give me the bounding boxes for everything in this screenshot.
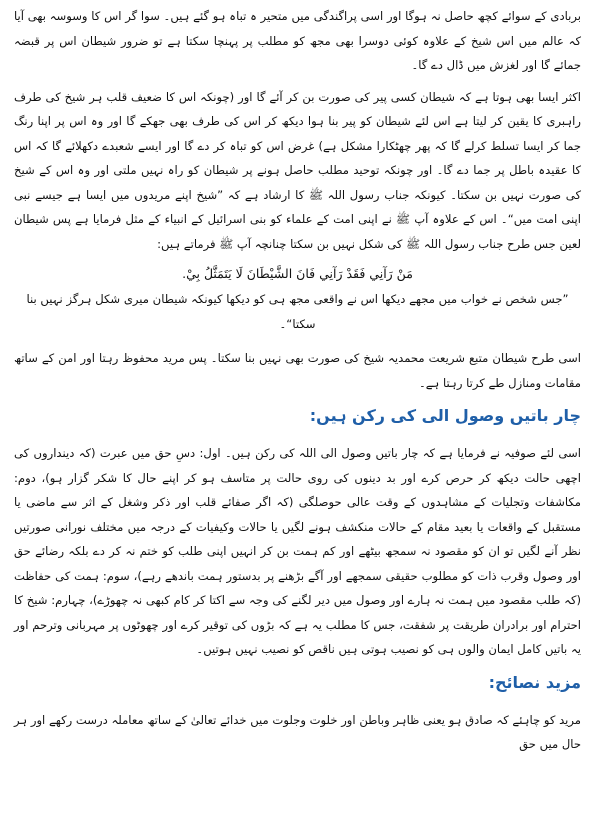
paragraph-more-advice: مرید کو چاہئے کہ صادق ہو یعنی ظاہر وباطن اور خلوت وجلوت میں خدائے تعالیٰ کے ساتھ معاملہ درست رکھے اور ہر حال میں حق: [13, 712, 581, 751]
paragraph-protected-murid: اسی طرح شیطان متبع شریعت محمدیہ شیخ کی صورت بھی نہیں بنا سکتا۔ پس مرید محفوظ رہتا اور امن کے ساتھ مقامات ومنازل طے کرتا رہتا ہے۔: [14, 351, 581, 390]
paragraph-satan-disguise: اکثر ایسا بھی ہوتا ہے کہ شیطان کسی پیر کی صورت بن کر آئے گا اور (چونکہ اس کا ضعیف قلب ہر شیخ کی طرف راہبری کا یقین کر لیتا ہے اس لئے شیطان کو پیر بنا ہوا دیکھ کر اس کی طرف بھی جھکے گا اور وہ اس پر اپنا رنگ جما کر ایسا تسلط کرلے گا کہ پھر چھٹکارا مشکل ہے) غرض اس کو تباہ کر دے گا اور ایسے شعبدے دکھلائے گا کہ اس کا عقیدہ باطل پر جما دے گا۔ اور چونکہ توحید مطلب حاصل ہونے پر شیطان کو راہ نہیں ملتی اور وہ اس کے شیخ کی صورت نہیں بن سکتا۔ کیونکہ جناب رسول اللہ ﷺ کا ارشاد ہے کہ ”شیخ اپنے مریدوں میں ایسا ہے جیسے نبی اپنی امت میں“۔ اس کے علاوہ آپ ﷺ نے اپنی امت کے علماء کو بنی اسرائیل کے انبیاء کے مثل فرمایا ہے پس شیطان لعین جس طرح جناب رسول اللہ ﷺ کی شکل نہیں بن سکتا چنانچہ آپ ﷺ فرماتے ہیں:: [14, 89, 581, 251]
heading-more-advice: مزید نصائح:: [488, 672, 581, 692]
paragraph-four-pillars: اسی لئے صوفیہ نے فرمایا ہے کہ چار باتیں وصول الی اللہ کی رکن ہیں۔ اول: دسِ حق میں عبرت (کہ دینداروں کی اچھی حالت دیکھ کر حرص کرے اور بد دینوں کی روی حالت پر متاسف ہو کر اپنے حال کا شکر گزار ہو)، دوم: مکاشفات وتجلیات کے مشاہدوں کے وقت عالی حوصلگی (کہ اگر صفائے قلب اور ذکر وشغل کے اثر سے ماضی یا مستقبل کے واقعات یا بعید مقام کے حالات منکشف ہونے لگیں یا حالات وکیفیات کے درجہ میں مختلف نورانی صورتیں نظر آنے لگیں تو ان کو مقصود نہ سمجھ بیٹھے اور کم ہمت بن کر انہیں اپنی طلب کو ختم نہ کر دے بلکہ رضائے حق اور وصول وقرب ذات کو مطلوب حقیقی سمجھے اور آگے بڑھنے پر بدستور ہمت باندھے رہے)، سوم: ہمت کی حفاظت (کہ طلب مقصود میں ہمت نہ ہارے اور وصول میں دیر لگنے کی وجہ سے اکتا کر کام کبھی نہ چھوڑے)، چہارم: شیخ کا احترام اور برادران طریقت پر شفقت، جس کا مطلب یہ ہے کہ بڑوں کی توقیر کرے اور چھوٹوں پر مہربانی وترحم اور یہ باتیں کامل ایمان والوں ہی کو نصیب ہوتی ہیں ناقص کو نصیب نہیں ہوتیں۔: [14, 446, 581, 656]
heading-four-pillars: چار باتیں وصول الی کی رکن ہیں:: [309, 406, 581, 425]
hadith-translation: ”جس شخص نے خواب میں مجھے دیکھا اس نے واقعی مجھ ہی کو دیکھا کیونکہ شیطان میری شکل ہرگز نہیں بنا سکتا“۔: [26, 292, 569, 331]
paragraph-intro: بربادی کے سوائے کچھ حاصل نہ ہوگا اور اسی پراگندگی میں متحیر ہ تباہ ہو گئے ہیں۔ سوا گر اس کا وسوسہ بھی آیا کہ عالم میں اس شیخ کے علاوہ کوئی دوسرا بھی مجھ کو مطلب پر پہنچا سکتا ہے تو ضرور شیطان اس پر قبضہ جمائے گا اور لغزش میں ڈال دے گا۔: [14, 9, 581, 72]
arabic-hadith: مَنْ رَآنِي فَقَدْ رَآنِي فَانَ الشَّيْطَانَ لَا يَتَمَثَّلُ بِيْ.: [182, 266, 413, 281]
